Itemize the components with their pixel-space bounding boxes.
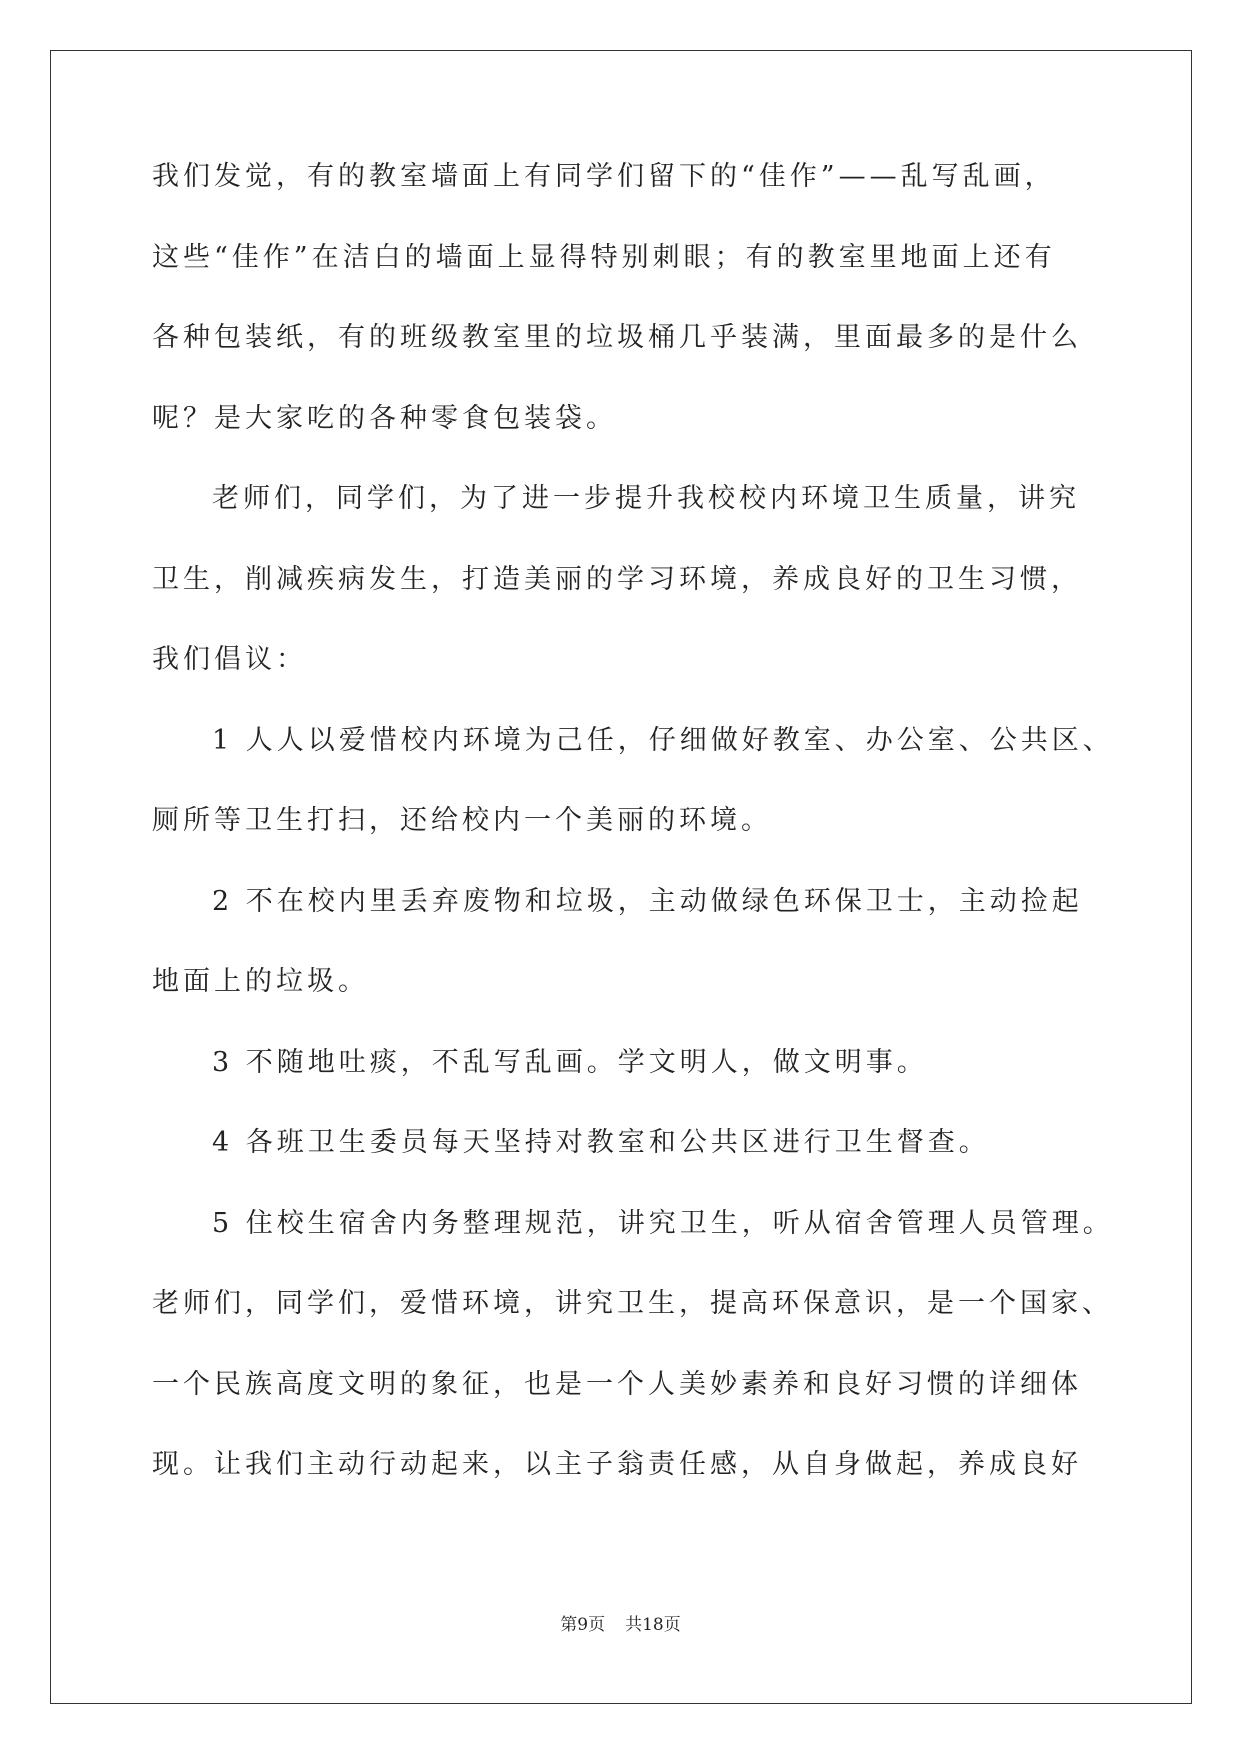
text-line: 呢？是大家吃的各种零食包装袋。	[152, 402, 617, 434]
text-line: 5 住校生宿舍内务整理规范，讲究卫生，听从宿舍管理人员管理。	[212, 1207, 1114, 1239]
text-line: 我们发觉，有的教室墙面上有同学们留下的“佳作”——乱写乱画，	[152, 161, 1056, 192]
text-line: 一个民族高度文明的象征，也是一个人美妙素养和良好习惯的详细体	[152, 1368, 1082, 1400]
page-footer	[0, 1610, 1241, 1635]
document-body	[152, 150, 1114, 1519]
text-line: 我们倡议：	[152, 644, 307, 675]
text-line: 现。让我们主动行动起来，以主子翁责任感，从自身做起，养成良好	[152, 1449, 1082, 1480]
text-line: 这些“佳作”在洁白的墙面上显得特别刺眼；有的教室里地面上还有	[152, 241, 1056, 273]
text-line: 3 不随地吐痰，不乱写乱画。学文明人，做文明事。	[212, 1046, 928, 1078]
text-line: 1 人人以爱惜校内环境为己任，仔细做好教室、办公室、公共区、	[212, 724, 1114, 756]
text-line: 老师们，同学们，为了进一步提升我校校内环境卫生质量，讲究	[212, 483, 1080, 514]
text-line: 4 各班卫生委员每天坚持对教室和公共区进行卫生督查。	[212, 1127, 990, 1158]
text-line: 厕所等卫生打扫，还给校内一个美丽的环境。	[152, 805, 772, 836]
text-line: 卫生，削减疾病发生，打造美丽的学习环境，养成良好的卫生习惯，	[152, 563, 1082, 595]
page-total: 共18页	[625, 1615, 681, 1635]
text-line: 2 不在校内里丢弃废物和垃圾，主动做绿色环保卫士，主动捡起	[212, 885, 1083, 917]
text-line: 老师们，同学们，爱惜环境，讲究卫生，提高环保意识，是一个国家、	[152, 1288, 1113, 1319]
text-line: 地面上的垃圾。	[152, 966, 369, 997]
text-line: 各种包装纸，有的班级教室里的垃圾桶几乎装满，里面最多的是什么	[152, 322, 1082, 353]
page-number: 第9页	[560, 1615, 606, 1635]
